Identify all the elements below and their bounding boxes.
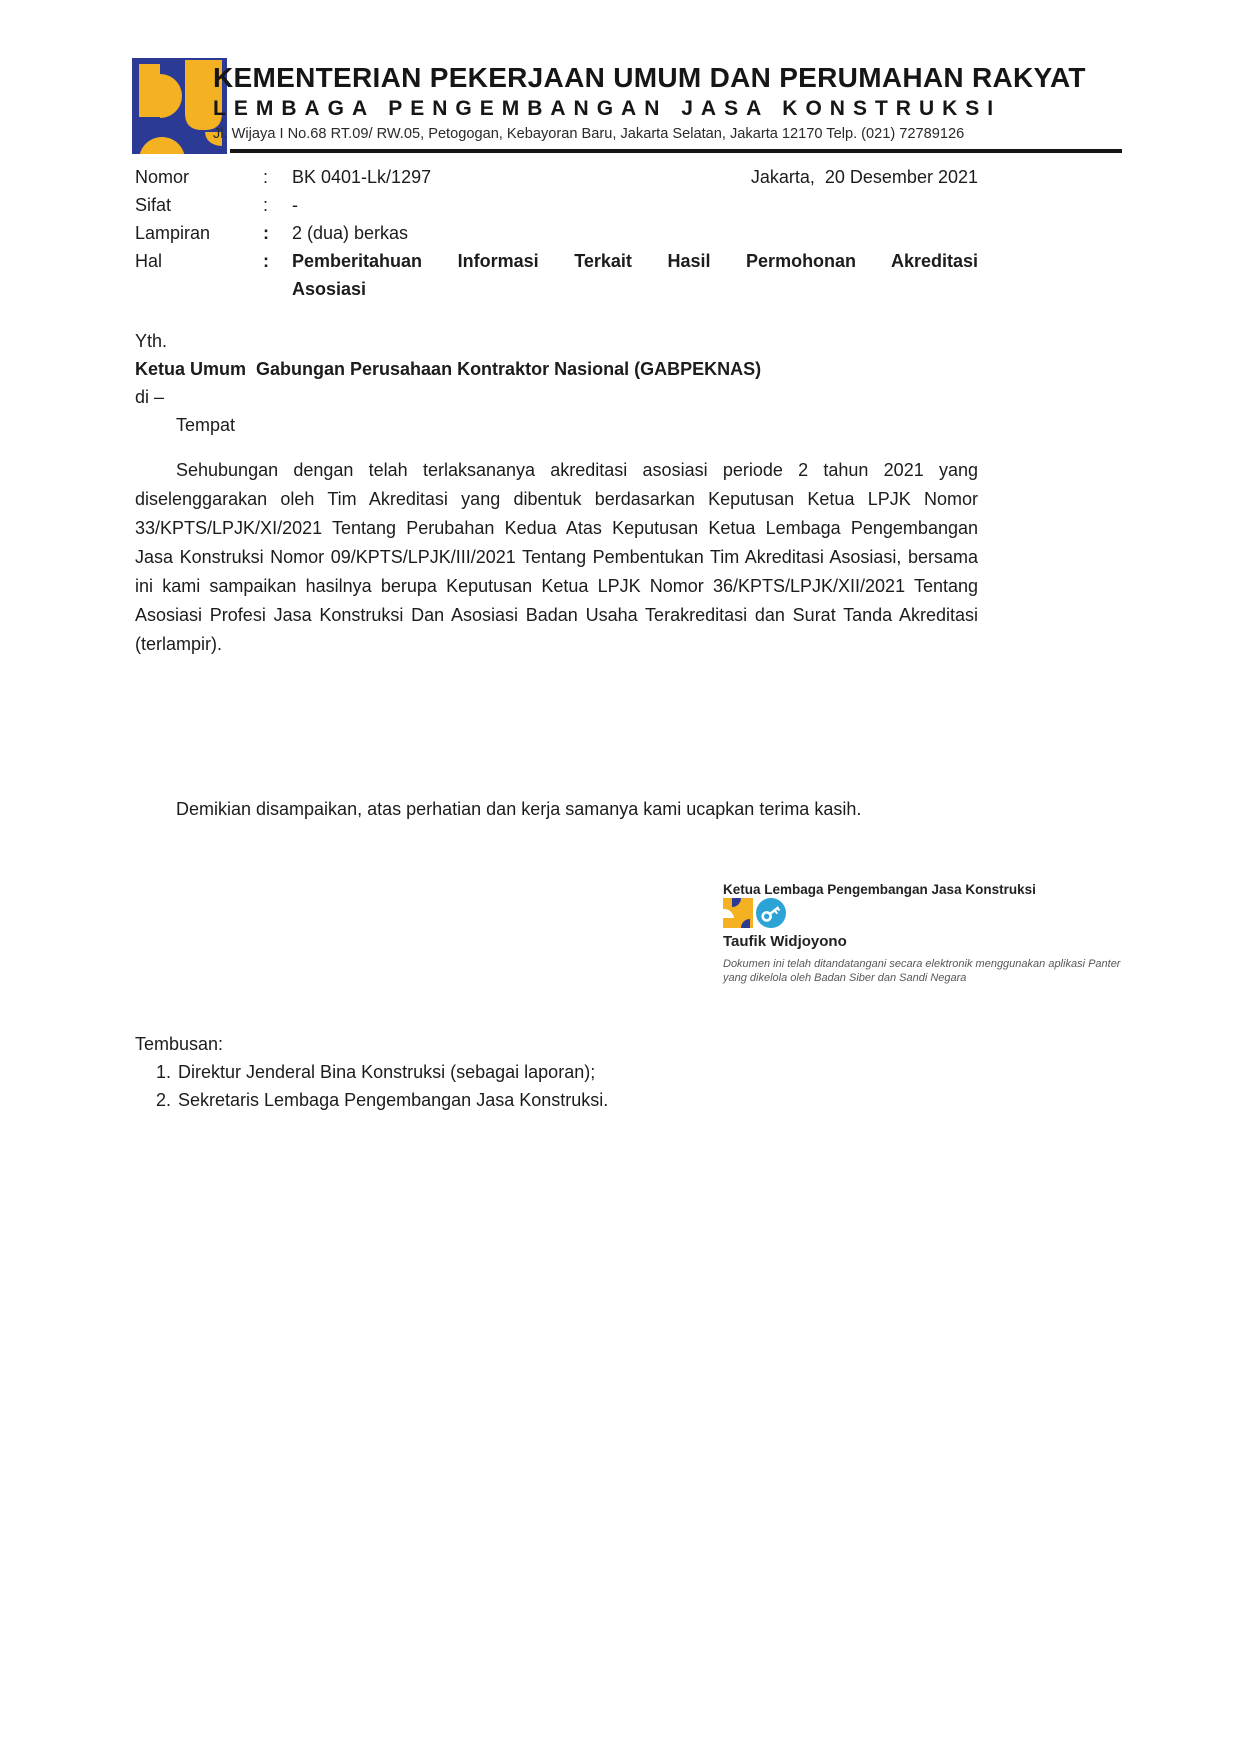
hal-value [292,247,978,303]
signature-disclaimer: Dokumen ini telah ditandatangani secara elektronik menggunakan aplikasi Panter yang dikelola oleh Badan Siber dan Sandi Negara [723,958,1121,984]
tembusan-list [135,1058,978,1114]
letterhead-ministry-name: KEMENTERIAN PEKERJAAN UMUM DAN PERUMAHAN RAKYAT [213,62,1086,93]
place-date: Jakarta, 20 Desember 2021 [750,167,978,187]
recipient-di: di – [135,387,165,407]
hal-colon: : [263,251,269,271]
recipient-salutation: Yth. [135,331,168,351]
sifat-label: Sifat [135,195,172,215]
letterhead-divider [230,149,1122,153]
signature-title: Ketua Lembaga Pengembangan Jasa Konstruksi [723,882,1036,897]
meta-row-sifat [135,191,978,219]
body-paragraph: Sehubungan dengan telah terlaksananya akreditasi asosiasi periode 2 tahun 2021 yang diselenggarakan oleh Tim Akreditasi yang dibentuk berdasarkan Keputusan Ketua LPJK Nomor 33/KPTS/LPJK/XI/2021 Tentang Perubahan Kedua Atas Keputusan Ketua Lembaga Pengembangan Jasa Konstruksi Nomor 09/KPTS/LPJK/III/2021 Tentang Pembentukan Tim Akreditasi Asosiasi, bersama ini kami sampaikan hasilnya berupa Keputusan Ketua LPJK Nomor 36/KPTS/LPJK/XII/2021 Tentang Asosiasi Profesi Jasa Konstruksi Dan Asosiasi Badan Usaha Terakreditasi dan Surat Tanda Akreditasi (terlampir). [135,460,978,654]
recipient-name: Ketua Umum Gabungan Perusahaan Kontraktor Nasional (GABPEKNAS) [135,359,762,379]
tembusan-block [135,1030,978,1114]
signature-icons [723,900,1143,930]
recipient-block [135,327,978,439]
closing-paragraph: Demikian disampaikan, atas perhatian dan kerja samanya kami ucapkan terima kasih. [176,799,862,819]
nomor-label: Nomor [135,167,190,187]
meta-row-hal [135,247,978,303]
pu-logo-icon [723,898,753,933]
nomor-value: BK 0401-Lk/1297 [292,167,432,187]
bssn-key-icon [756,898,786,933]
meta-row-lampiran [135,219,978,247]
lampiran-colon: : [263,223,269,243]
lampiran-value: 2 (dua) berkas [292,223,409,243]
tembusan-item: 1. Direktur Jenderal Bina Konstruksi (sebagai laporan); [176,1058,978,1086]
nomor-colon: : [263,167,269,187]
hal-label: Hal [135,251,163,271]
sifat-colon: : [263,195,269,215]
recipient-place: Tempat [176,415,236,435]
tembusan-item: 2. Sekretaris Lembaga Pengembangan Jasa Konstruksi. [176,1086,978,1114]
signature-block [723,882,1143,985]
letterhead-address: Jl. Wijaya I No.68 RT.09/ RW.05, Petogogan, Kebayoran Baru, Jakarta Selatan, Jakarta 12170 Telp. (021) 72789126 [213,126,965,142]
hal-value-line1: Pemberitahuan Informasi Terkait Hasil Permohonan Akreditasi [292,251,978,271]
meta-row-nomor [135,163,978,191]
tembusan-title: Tembusan: [135,1034,224,1054]
sifat-value: - [292,195,298,215]
letter-meta [135,163,978,303]
letterhead-agency-name: LEMBAGA PENGEMBANGAN JASA KONSTRUKSI [213,97,1002,120]
lampiran-label: Lampiran [135,223,211,243]
hal-value-line2: Asosiasi [292,279,367,299]
signature-name: Taufik Widjoyono [723,933,847,950]
